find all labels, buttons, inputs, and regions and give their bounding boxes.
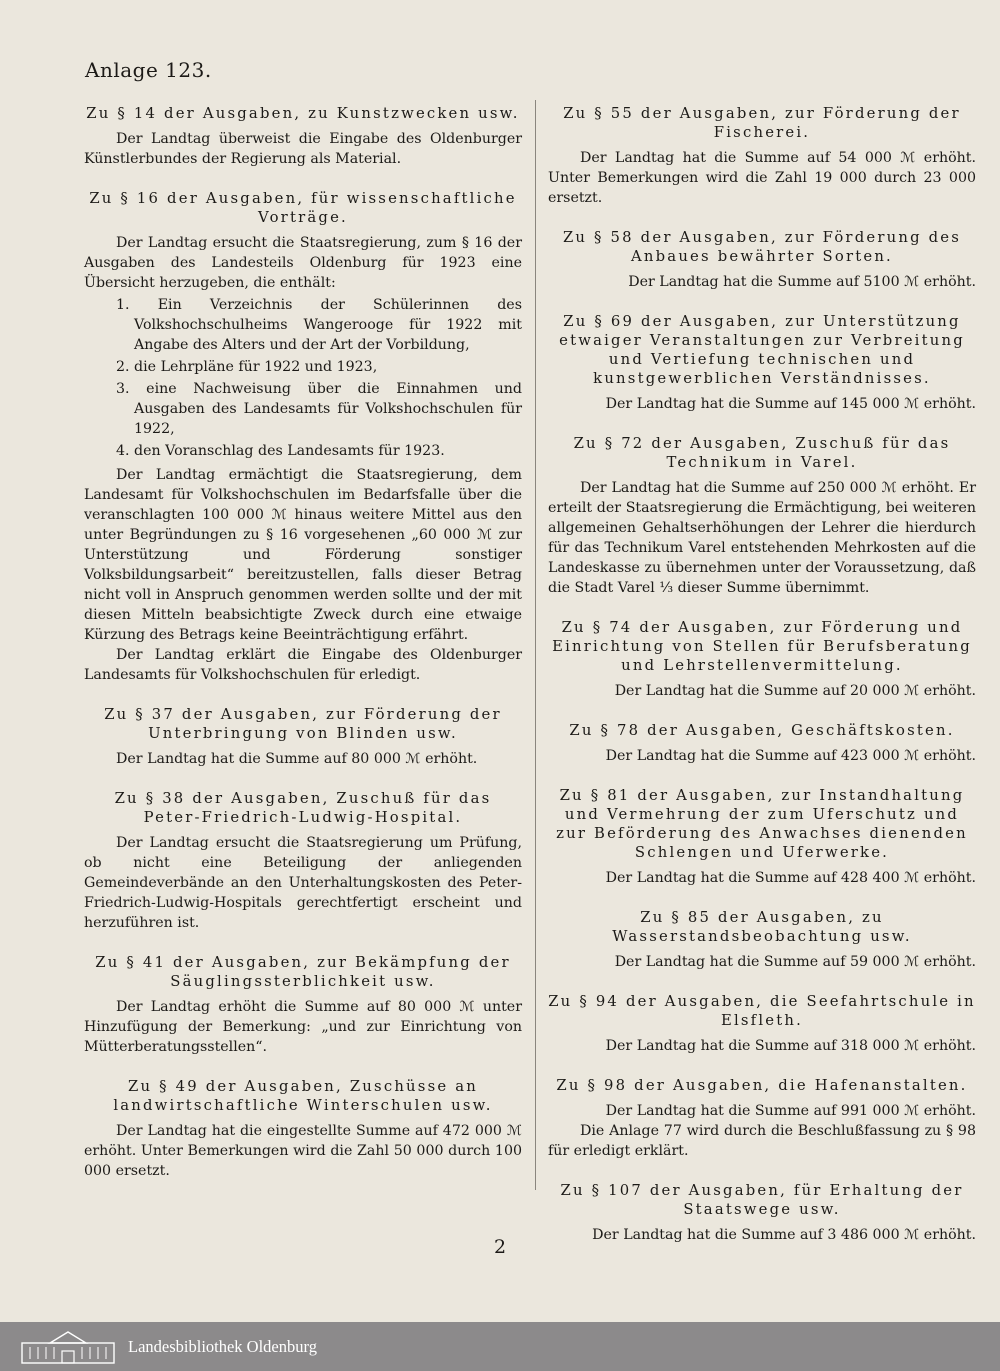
section-14: [84, 104, 522, 169]
section-heading: Zu § 37 der Ausgaben, zur Förderung der Unterbringung von Blinden usw.: [104, 706, 502, 742]
section-81: [548, 786, 976, 888]
section-78: [548, 721, 976, 766]
page-header: Anlage 123.: [85, 58, 212, 82]
library-building-icon: [20, 1329, 116, 1365]
paragraph: Der Landtag hat die Summe auf 5100 ℳ erhöht.: [628, 274, 976, 290]
column-divider: [535, 100, 536, 1190]
paragraph: Der Landtag hat die Summe auf 59 000 ℳ erhöht.: [614, 954, 976, 970]
section-72: [548, 434, 976, 598]
paragraph: Der Landtag hat die Summe auf 3 486 000 ℳ erhöht.: [592, 1227, 976, 1243]
section-heading: Zu § 69 der Ausgaben, zur Unterstützung etwaiger Veranstaltungen zur Verbreitung und Vertiefung technischen und kunstgewerblichen Verständnisses.: [559, 313, 965, 387]
paragraph: Der Landtag hat die Summe auf 423 000 ℳ erhöht.: [605, 748, 976, 764]
paragraph: Der Landtag ersucht die Staatsregierung um Prüfung, ob nicht eine Beteiligung der anliegenden Gemeindeverbände an den Unterhaltungskosten des Peter-Friedrich-Ludwig-Hospitals gerechtfertigt erscheint und herzuführen ist.: [84, 835, 522, 931]
section-37: [84, 705, 522, 769]
section-heading: Zu § 49 der Ausgaben, Zuschüsse an landwirtschaftliche Winterschulen usw.: [113, 1078, 493, 1114]
enumerated-list: [84, 295, 522, 461]
section-heading: Zu § 98 der Ausgaben, die Hafenanstalten.: [556, 1077, 968, 1094]
section-heading: Zu § 55 der Ausgaben, zur Förderung der Fischerei.: [563, 105, 961, 141]
paragraph: Der Landtag hat die Summe auf 318 000 ℳ erhöht.: [605, 1038, 976, 1054]
section-55: [548, 104, 976, 208]
section-heading: Zu § 81 der Ausgaben, zur Instandhaltung und Vermehrung der zum Uferschutz und zur Beförderung des Anwachses dienenden Schlengen und Uferwerke.: [556, 787, 968, 861]
section-heading: Zu § 58 der Ausgaben, zur Förderung des Anbaues bewährter Sorten.: [562, 229, 962, 265]
section-heading: Zu § 107 der Ausgaben, für Erhaltung der Staatswege usw.: [560, 1182, 964, 1218]
section-49: [84, 1077, 522, 1181]
library-name: Landesbibliothek Oldenburg: [128, 1336, 317, 1356]
section-41: [84, 953, 522, 1057]
section-94: [548, 992, 976, 1056]
paragraph: Die Anlage 77 wird durch die Beschlußfassung zu § 98 für erledigt erklärt.: [548, 1123, 976, 1159]
paragraph: Der Landtag hat die Summe auf 991 000 ℳ erhöht.: [605, 1103, 976, 1119]
section-58: [548, 228, 976, 292]
library-footer: [0, 1322, 1000, 1371]
section-16: [84, 189, 522, 685]
section-heading: Zu § 85 der Ausgaben, zu Wasserstandsbeobachtung usw.: [612, 909, 912, 945]
section-heading: Zu § 16 der Ausgaben, für wissenschaftliche Vorträge.: [89, 190, 517, 226]
paragraph: Der Landtag ermächtigt die Staatsregierung, dem Landesamt für Volkshochschulen im Bedarfsfalle über die veranschlagten 100 000 ℳ hinaus weitere Mittel aus den unter Begründungen zu § 16 vorgesehenen „60 000 ℳ zur Unterstützung und Förderung sonstiger Volksbildungsarbeit“ bereitzustellen, falls dieser Betrag nicht voll in Anspruch genommen werden sollte und der mit diesen Mitteln beabsichtigte Zweck durch eine etwaige Kürzung des Betrags keine Beeinträchtigung erfährt.: [84, 467, 522, 643]
paragraph: Der Landtag ersucht die Staatsregierung, zum § 16 der Ausgaben des Landesteils Oldenburg für 1923 eine Übersicht herzugeben, die enthält:: [84, 235, 522, 291]
paragraph: Der Landtag hat die Summe auf 54 000 ℳ erhöht. Unter Bemerkungen wird die Zahl 19 000 durch 23 000 ersetzt.: [548, 150, 976, 206]
page-number: 2: [493, 1236, 507, 1258]
section-98: [548, 1076, 976, 1161]
section-heading: Zu § 78 der Ausgaben, Geschäftskosten.: [569, 722, 955, 739]
section-74: [548, 618, 976, 701]
paragraph: Der Landtag hat die Summe auf 250 000 ℳ erhöht. Er erteilt der Staatsregierung die Ermächtigung, bei weiteren allgemeinen Gehaltserhöhungen der Lehrer die hierdurch für das Technikum Varel entstehenden Mehrkosten auf die Landeskasse zu übernehmen unter der Voraussetzung, daß die Stadt Varel ⅓ dieser Summe übernimmt.: [548, 480, 976, 596]
section-heading: Zu § 41 der Ausgaben, zur Bekämpfung der Säuglingssterblichkeit usw.: [95, 954, 511, 990]
right-column: [548, 104, 976, 1265]
paragraph: Der Landtag hat die eingestellte Summe auf 472 000 ℳ erhöht. Unter Bemerkungen wird die Zahl 50 000 durch 100 000 ersetzt.: [84, 1123, 522, 1179]
section-85: [548, 908, 976, 972]
paragraph: Der Landtag überweist die Eingabe des Oldenburger Künstlerbundes der Regierung als Material.: [84, 131, 522, 167]
list-item: 2. die Lehrpläne für 1922 und 1923,: [116, 359, 378, 375]
section-heading: Zu § 38 der Ausgaben, Zuschuß für das Peter-Friedrich-Ludwig-Hospital.: [114, 790, 492, 826]
section-heading: Zu § 94 der Ausgaben, die Seefahrtschule in Elsfleth.: [548, 993, 976, 1029]
list-item: 4. den Voranschlag des Landesamts für 1923.: [116, 443, 445, 459]
paragraph: Der Landtag hat die Summe auf 20 000 ℳ erhöht.: [614, 683, 976, 699]
section-38: [84, 789, 522, 933]
section-69: [548, 312, 976, 414]
list-item: 3. eine Nachweisung über die Einnahmen und Ausgaben des Landesamts für Volkshochschulen für 1922,: [116, 381, 522, 437]
paragraph: Der Landtag hat die Summe auf 80 000 ℳ erhöht.: [116, 751, 478, 767]
left-column: [84, 104, 522, 1201]
paragraph: Der Landtag erklärt die Eingabe des Oldenburger Landesamts für Volkshochschulen für erledigt.: [84, 647, 522, 683]
section-heading: Zu § 14 der Ausgaben, zu Kunstzwecken usw.: [86, 105, 520, 122]
list-item: 1. Ein Verzeichnis der Schülerinnen des Volkshochschulheims Wangerooge für 1922 mit Angabe des Alters und der Art der Vorbildung,: [116, 297, 522, 353]
section-heading: Zu § 74 der Ausgaben, zur Förderung und Einrichtung von Stellen für Berufsberatung und Lehrstellenvermittelung.: [552, 619, 972, 674]
paragraph: Der Landtag hat die Summe auf 145 000 ℳ erhöht.: [605, 396, 976, 412]
paragraph: Der Landtag hat die Summe auf 428 400 ℳ erhöht.: [605, 870, 976, 886]
section-heading: Zu § 72 der Ausgaben, Zuschuß für das Technikum in Varel.: [573, 435, 951, 471]
paragraph: Der Landtag erhöht die Summe auf 80 000 ℳ unter Hinzufügung der Bemerkung: „und zur Einrichtung von Mütterberatungsstellen“.: [84, 999, 522, 1055]
